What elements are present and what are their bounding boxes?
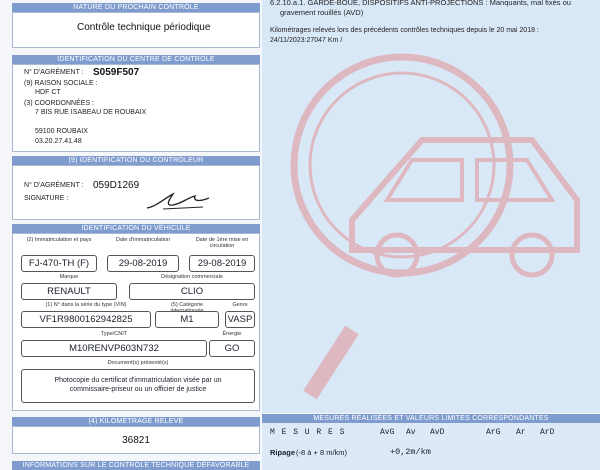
km-history-line2: 24/11/2023:27047 Km /: [270, 37, 343, 44]
inspection-watermark-icon: [262, 0, 600, 413]
col-header-ar: Ar: [516, 428, 526, 437]
immat-field: FJ-470-TH (F): [21, 255, 97, 272]
vin-label: (1) N° dans la série du type (VIN): [45, 302, 127, 308]
controleur-agrement-value: 059D1269: [93, 180, 140, 191]
designation-label: Désignation commerciale: [161, 274, 223, 280]
categorie-field: M1: [155, 311, 219, 328]
kilometrage-value: 36821: [122, 435, 150, 446]
centre-raison-label: (9) RAISON SOCIALE :: [24, 80, 98, 87]
energie-label: Énergie: [222, 331, 242, 337]
categorie-label: (5) Catégorie: [170, 302, 204, 308]
centre-box: [12, 64, 260, 152]
type-label: Type/CNIT: [100, 331, 128, 337]
nature-box: [12, 12, 260, 48]
kilometrage-header: (4) KILOMÉTRAGE RELEVÉ: [12, 417, 260, 426]
measures-header: MESURES RÉALISÉES ET VALEURS LIMITES CORRESPONDANTES: [262, 414, 600, 423]
controleur-box: [12, 165, 260, 220]
nature-header: NATURE DU PROCHAIN CONTRÔLE: [12, 3, 260, 12]
mesures-label: M E S U R E S: [270, 428, 346, 437]
documents-value: Photocopie du certificat d'immatriculation visée par un commissaire-priseur ou un officier de justice: [54, 377, 222, 393]
genre-label: Genre: [232, 302, 248, 308]
vehicule-box: [12, 233, 260, 411]
immat-label: (2) Immatriculation et pays: [26, 237, 92, 243]
energie-field: GO: [209, 340, 255, 357]
bottom-header: INFORMATIONS SUR LE CONTRÔLE TECHNIQUE DÉFAVORABLE: [12, 461, 260, 470]
marque-field: RENAULT: [21, 283, 117, 300]
documents-field: [21, 369, 255, 403]
centre-phone: 03.20.27.41.48: [35, 138, 82, 145]
centre-address-line2: 59100 ROUBAIX: [35, 128, 88, 135]
col-header-arg: ArG: [486, 428, 501, 437]
documents-label: Document(s) présenté(s): [107, 360, 169, 366]
vin-field: VF1R9800162942825: [21, 311, 151, 328]
col-header-avg: AvG: [380, 428, 395, 437]
date-1re-field: 29-08-2019: [189, 255, 255, 272]
controleur-signature-label: SIGNATURE :: [24, 195, 69, 202]
date-immat-label: Date d'immatriculation: [115, 237, 171, 243]
signature-scribble: [143, 188, 213, 214]
kilometrage-box: [12, 426, 260, 454]
centre-header: IDENTIFICATION DU CENTRE DE CONTRÔLE: [12, 55, 260, 64]
centre-coord-label: (3) COORDONNÉES :: [24, 100, 95, 107]
centre-address-line1: 7 BIS RUE ISABEAU DE ROUBAIX: [35, 109, 147, 116]
col-header-avd: AvD: [430, 428, 445, 437]
centre-agrement-label: N° D'AGRÉMENT :: [24, 69, 84, 76]
km-history-line1: Kilométrages relevés lors des précédents contrôles techniques depuis le 20 mai 2018 :: [270, 27, 539, 34]
centre-agrement-value: S059F507: [93, 67, 140, 78]
centre-raison-value: HDF CT: [35, 89, 61, 96]
controleur-agrement-label: N° D'AGRÉMENT :: [24, 182, 84, 189]
measures-panel: [262, 423, 600, 470]
genre-field: VASP: [225, 311, 255, 328]
nature-value: Contrôle technique périodique: [77, 22, 211, 33]
marque-label: Marque: [59, 274, 79, 280]
ripage-label: Ripage: [270, 448, 296, 457]
defect-line1: 6.2.10.a.1. GARDE-BOUE, DISPOSITIFS ANTI-PROJECTIONS : Manquants, mal fixés ou: [270, 0, 571, 7]
observations-panel: [262, 0, 600, 413]
date-immat-field: 29-08-2019: [107, 255, 179, 272]
controleur-header: (9) IDENTIFICATION DU CONTRÔLEUR: [12, 156, 260, 165]
ripage-range: (-8 à + 8 m/km): [296, 448, 348, 457]
col-header-av: Av: [406, 428, 416, 437]
designation-field: CLIO: [129, 283, 255, 300]
type-field: M10RENVP603N732: [21, 340, 207, 357]
date-1re-label: Date de 1ère mise en circulation: [195, 237, 249, 249]
col-header-ard: ArD: [540, 428, 555, 437]
defect-line2: gravement rouillés (AVD): [280, 8, 364, 17]
ripage-value: +0,2m/km: [390, 447, 431, 457]
vehicule-header: IDENTIFICATION DU VÉHICULE: [12, 224, 260, 233]
